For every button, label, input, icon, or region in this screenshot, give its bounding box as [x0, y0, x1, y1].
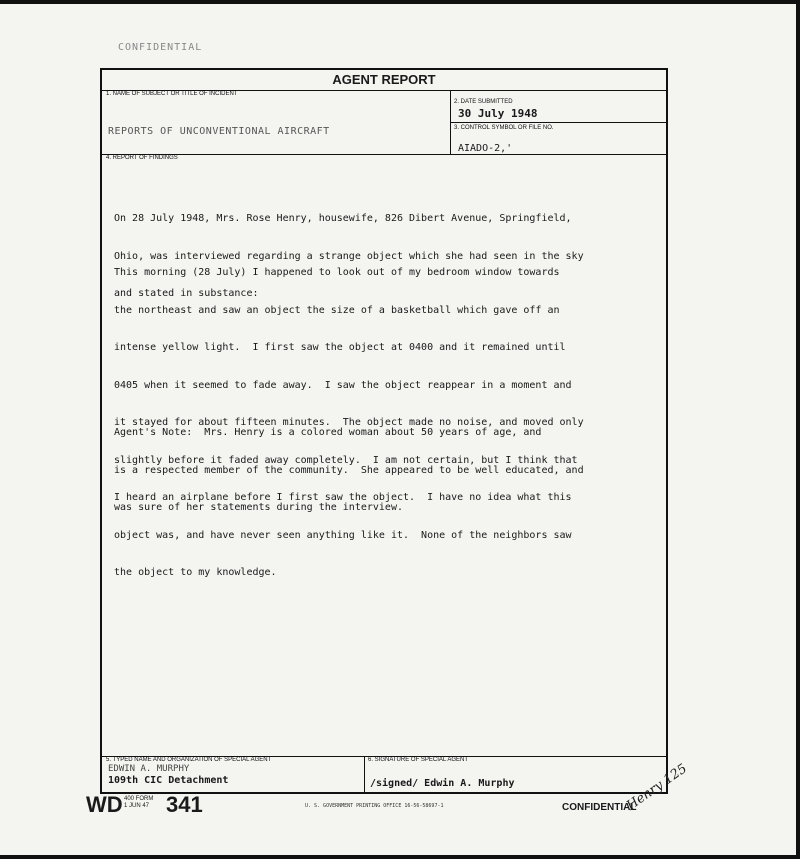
findings-line: slightly before it faded away completely. I am not certain, but I think that — [114, 454, 578, 466]
form-edition-line: 1 JUN 47 — [124, 803, 150, 809]
findings-paragraph-3 — [114, 402, 644, 540]
findings-line: 0405 when it seemed to fade away. I saw the object reappear in a moment and — [114, 379, 572, 391]
agent-name-value: EDWIN A. MURPHY — [108, 764, 190, 774]
signature-value: /signed/ Edwin A. Murphy — [370, 778, 515, 789]
handwritten-annotation: Henry 125 — [624, 761, 690, 814]
subject-value: REPORTS OF UNCONVENTIONAL AIRCRAFT — [108, 126, 330, 137]
date-value: 30 July 1948 — [458, 107, 538, 120]
findings-line: This morning (28 July) I happened to look out of my bedroom window towards — [114, 267, 560, 278]
findings-line: Agent's Note: Mrs. Henry is a colored woman about 50 years of age, and — [114, 427, 542, 438]
confidential-stamp-top: CONFIDENTIAL — [118, 42, 203, 53]
control-value: AIADO-2,' — [458, 143, 513, 154]
date-label: 2. DATE SUBMITTED — [454, 99, 513, 105]
findings-line: was sure of her statements during the interview. — [114, 502, 403, 513]
findings-line: and stated in substance: — [114, 288, 259, 299]
findings-line: Ohio, was interviewed regarding a strange object which she had seen in the sky — [114, 250, 584, 262]
findings-line: is a respected member of the community. She appeared to be well educated, and — [114, 464, 584, 476]
signature-label: 6. SIGNATURE OF SPECIAL AGENT — [368, 757, 469, 763]
form-title: AGENT REPORT — [102, 70, 666, 91]
divider-signature-column — [364, 756, 365, 792]
confidential-stamp-bottom: CONFIDENTIAL — [562, 802, 637, 813]
printing-office-line: U. S. GOVERNMENT PRINTING OFFICE 16-56-58697-1 — [305, 803, 444, 809]
scan-border-top — [0, 0, 800, 4]
findings-line: On 28 July 1948, Mrs. Rose Henry, housewife, 826 Dibert Avenue, Springfield, — [114, 213, 572, 224]
form-series-wd: WD — [86, 792, 123, 817]
scan-border-bottom — [0, 855, 800, 859]
findings-line: the object to my knowledge. — [114, 567, 277, 578]
form-number: 341 — [166, 792, 203, 817]
findings-line: object was, and have never seen anything like it. None of the neighbors saw — [114, 529, 572, 541]
divider-findings — [102, 154, 666, 155]
agent-name-label: 5. TYPED NAME AND ORGANIZATION OF SPECIAL AGENT — [106, 757, 272, 763]
divider-date-control — [450, 122, 666, 123]
control-label: 3. CONTROL SYMBOL OR FILE NO. — [454, 125, 554, 131]
agent-org-value: 109th CIC Detachment — [108, 775, 229, 786]
agent-report-form — [100, 68, 668, 794]
findings-line: it stayed for about fifteen minutes. The object made no noise, and moved only — [114, 417, 584, 428]
findings-line: the northeast and saw an object the size of a basketball which gave off an — [114, 304, 560, 316]
scan-border-right — [796, 0, 800, 859]
form-edition-line: 400 FORM — [124, 796, 154, 802]
findings-line: intense yellow light. I first saw the object at 0400 and it remained until — [114, 342, 566, 353]
findings-line: I heard an airplane before I first saw the object. I have no idea what this — [114, 492, 572, 503]
subject-label: 1. NAME OF SUBJECT OR TITLE OF INCIDENT — [106, 91, 238, 97]
form-edition — [124, 796, 153, 810]
findings-label: 4. REPORT OF FINDINGS — [106, 155, 178, 161]
